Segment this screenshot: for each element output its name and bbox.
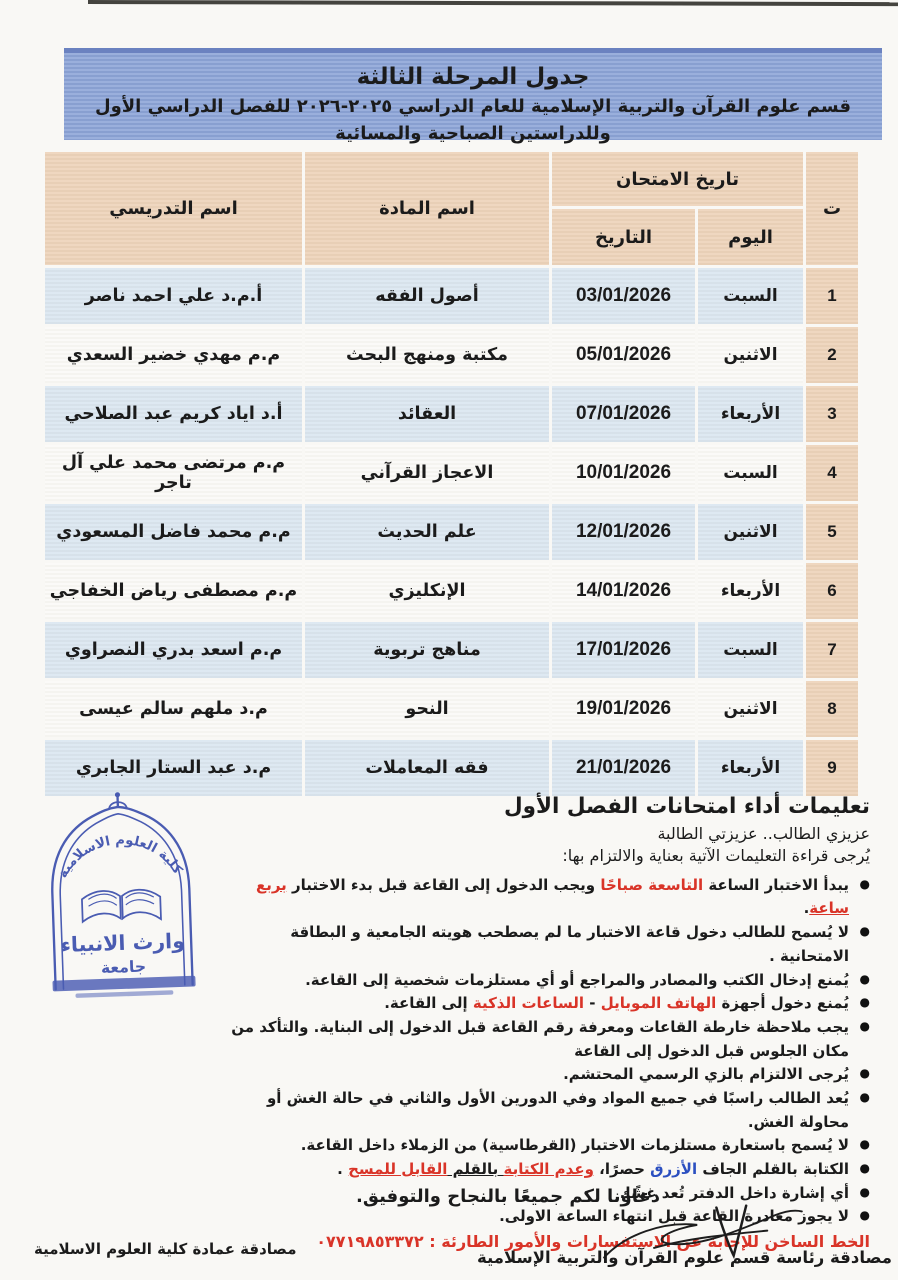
exam-date: 17/01/2026 xyxy=(552,622,695,678)
exam-date: 12/01/2026 xyxy=(552,504,695,560)
instruction-item: ● يُمنع إدخال الكتب والمصادر والمراجع أو أي مستلزمات شخصية إلى القاعة. xyxy=(222,969,870,993)
instructor-name: م.د ملهم سالم عيسى xyxy=(45,681,302,737)
college-stamp-logo xyxy=(24,785,217,1007)
exam-day: السبت xyxy=(698,268,803,324)
col-header-exam-date: تاريخ الامتحان xyxy=(552,152,803,206)
instruction-item: ● الكتابة بالقلم الجاف الأزرق حصرًا، وعدم الكتابة بالقلم القابل للمسح . xyxy=(222,1158,870,1182)
instruction-item: ● يبدأ الاختبار الساعة التاسعة صباحًا ويجب الدخول إلى القاعة قبل بدء الاختبار بربع ساعة. xyxy=(222,874,870,921)
col-header-instructor: اسم التدريسي xyxy=(45,152,302,265)
department-approval-text: مصادقة رئاسة قسم علوم القرآن والتربية الإسلامية xyxy=(477,1248,892,1267)
deanship-approval-text: مصادقة عمادة كلية العلوم الاسلامية xyxy=(34,1240,297,1258)
instructions-title: تعليمات أداء امتحانات الفصل الأول xyxy=(503,794,870,819)
instructor-name: م.د عبد الستار الجابري xyxy=(45,740,302,796)
subject-name: مناهج تربوية xyxy=(305,622,549,678)
instructions-intro: يُرجى قراءة التعليمات الآتية بعناية والالتزام بها: xyxy=(562,846,870,866)
page-title: جدول المرحلة الثالثة xyxy=(356,64,590,90)
instruction-item: ● أي إشارة داخل الدفتر تُعد غشًا. xyxy=(222,1182,870,1206)
stamp-arc-text: كلية العلوم الاسلامية xyxy=(55,833,185,881)
row-index: 8 xyxy=(806,681,858,737)
exam-date: 14/01/2026 xyxy=(552,563,695,619)
instructor-name: أ.د اياد كريم عبد الصلاحي xyxy=(45,386,302,442)
subject-name: العقائد xyxy=(305,386,549,442)
exam-instructions-section xyxy=(222,794,870,1251)
instruction-item: ● لا يجوز مغادرة القاعة قبل انتهاء الساعة الاولى. xyxy=(222,1205,870,1229)
col-header-date: التاريخ xyxy=(552,209,695,265)
row-index: 9 xyxy=(806,740,858,796)
stamp-main-text: وارث الانبياء xyxy=(60,928,186,957)
closing-prayer-text: دعاؤنا لكم جميعًا بالنجاح والتوفيق. xyxy=(356,1186,660,1207)
exam-date: 05/01/2026 xyxy=(552,327,695,383)
instruction-item: ● يُرجى الالتزام بالزي الرسمي المحتشم. xyxy=(222,1063,870,1087)
subject-name: النحو xyxy=(305,681,549,737)
exam-day: السبت xyxy=(698,445,803,501)
instructions-list xyxy=(222,874,870,1229)
instructor-name: م.م مرتضى محمد علي آل تاجر xyxy=(45,445,302,501)
subject-name: أصول الفقه xyxy=(305,268,549,324)
instructor-name: م.م مهدي خضير السعدي xyxy=(45,327,302,383)
instruction-item: ● لا يُسمح للطالب دخول قاعة الاختبار ما لم يصطحب هويته الجامعية و البطاقة الامتحانية . xyxy=(222,921,870,968)
instruction-item: ● لا يُسمح باستعارة مستلزمات الاختبار (القرطاسية) من الزملاء داخل القاعة. xyxy=(222,1134,870,1158)
exam-schedule-table xyxy=(45,152,858,796)
hotline-text: الخط الساخن للإجابة عن الاستفسارات والأمور الطارئة : ٠٧٧١٩٨٥٣٣٧٢ xyxy=(316,1232,870,1252)
exam-date: 03/01/2026 xyxy=(552,268,695,324)
subject-name: الاعجاز القرآني xyxy=(305,445,549,501)
instructor-name: م.م محمد فاضل المسعودي xyxy=(45,504,302,560)
exam-date: 10/01/2026 xyxy=(552,445,695,501)
exam-day: الاثنين xyxy=(698,504,803,560)
subject-name: فقه المعاملات xyxy=(305,740,549,796)
exam-day: الأربعاء xyxy=(698,740,803,796)
exam-day: السبت xyxy=(698,622,803,678)
subject-name: الإنكليزي xyxy=(305,563,549,619)
subject-name: علم الحديث xyxy=(305,504,549,560)
exam-date: 19/01/2026 xyxy=(552,681,695,737)
exam-day: الأربعاء xyxy=(698,563,803,619)
instruction-item: ● يُعد الطالب راسبًا في جميع المواد وفي الدورين الأول والثاني في حالة الغش أو محاولة الغش. xyxy=(222,1087,870,1134)
svg-text:كلية العلوم الاسلامية xyxy=(54,831,185,882)
subject-name: مكتبة ومنهج البحث xyxy=(305,327,549,383)
col-header-day: اليوم xyxy=(698,209,803,265)
instruction-item: ● يُمنع دخول أجهزة الهاتف الموبايل - الساعات الذكية إلى القاعة. xyxy=(222,992,870,1016)
instructor-name: أ.م.د علي احمد ناصر xyxy=(45,268,302,324)
exam-date: 21/01/2026 xyxy=(552,740,695,796)
exam-day: الاثنين xyxy=(698,681,803,737)
instructor-name: م.م اسعد بدري النصراوي xyxy=(45,622,302,678)
row-index: 3 xyxy=(806,386,858,442)
row-index: 5 xyxy=(806,504,858,560)
instruction-item: ● يجب ملاحظة خارطة القاعات ومعرفة رقم القاعة قبل الدخول إلى البناية. والتأكد من مكان الجلوس قبل الدخول إلى القاعة xyxy=(222,1016,870,1063)
row-index: 6 xyxy=(806,563,858,619)
row-index: 1 xyxy=(806,268,858,324)
row-index: 7 xyxy=(806,622,858,678)
row-index: 4 xyxy=(806,445,858,501)
stamp-sub-text: جامعة xyxy=(100,956,147,978)
instructions-greeting: عزيزي الطالب.. عزيزتي الطالبة xyxy=(657,824,870,843)
instructor-name: م.م مصطفى رياض الخفاجي xyxy=(45,563,302,619)
exam-date: 07/01/2026 xyxy=(552,386,695,442)
page-subtitle: قسم علوم القرآن والتربية الإسلامية للعام الدراسي ٢٠٢٥-٢٠٢٦ للفصل الدراسي الأول وللدراستين الصباحية والمسائية xyxy=(94,96,852,145)
document-header-band xyxy=(64,48,882,145)
scan-artifact-line xyxy=(88,0,898,6)
col-header-subject: اسم المادة xyxy=(305,152,549,265)
exam-day: الاثنين xyxy=(698,327,803,383)
exam-day: الأربعاء xyxy=(698,386,803,442)
row-index: 2 xyxy=(806,327,858,383)
col-header-index: ت xyxy=(806,152,858,265)
